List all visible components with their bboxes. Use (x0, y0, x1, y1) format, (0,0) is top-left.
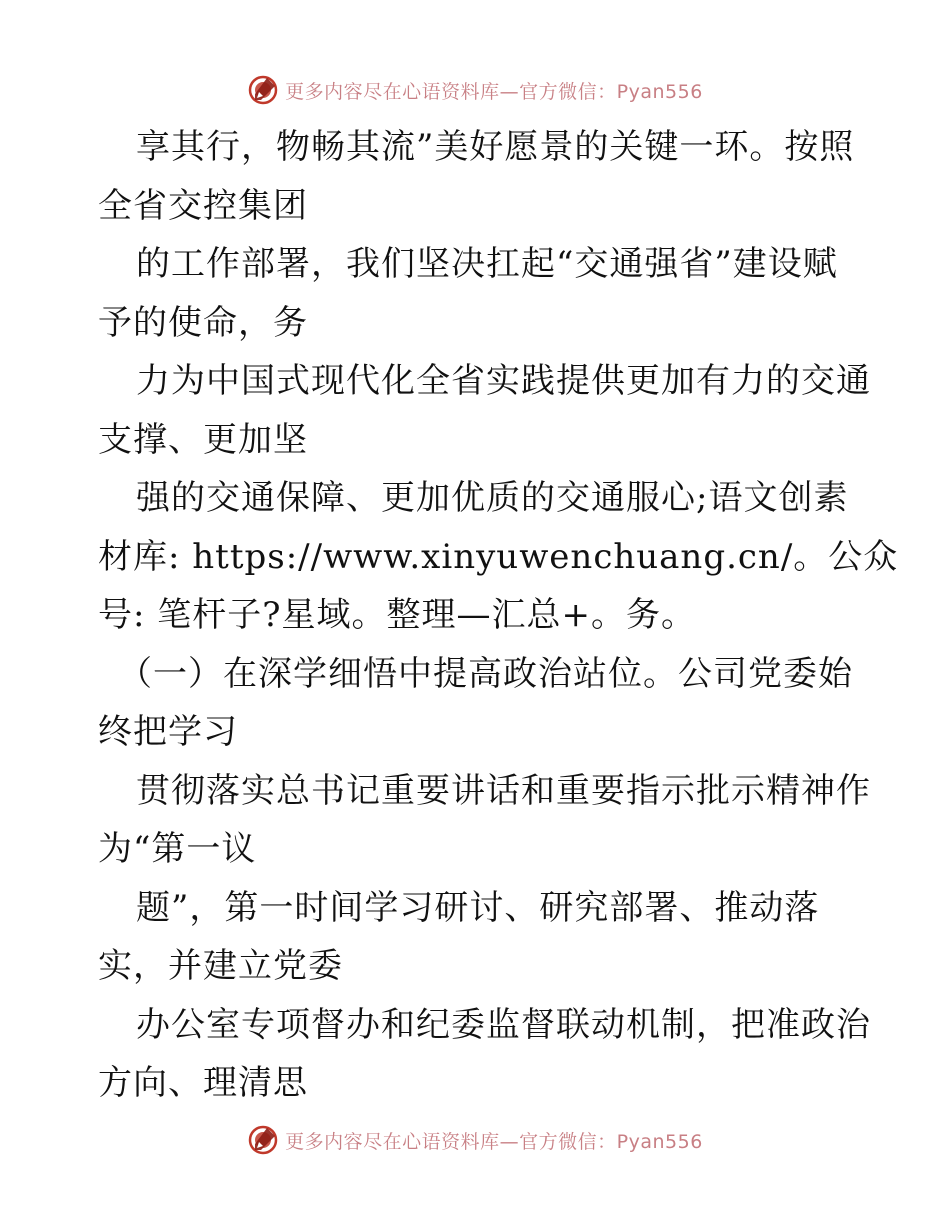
paragraph-line: 享其行，物畅其流”美好愿景的关键一环。按照 (136, 127, 855, 167)
paragraph-line: 的工作部署，我们坚决扛起“交通强省”建设赋 (136, 244, 838, 284)
footer-watermark-banner (0, 1120, 950, 1160)
document-body (98, 118, 899, 1113)
paragraph-line: 号: 笔杆子?星域。整理—汇总+。务。 (98, 595, 696, 635)
paragraph-line: 办公室专项督办和纪委监督联动机制，把准政治 (136, 1004, 871, 1045)
paragraph-line: 力为中国式现代化全省实践提供更加有力的交通 (136, 361, 871, 401)
watermark-text: 更多内容尽在心语资料库—官方微信：Pyan556 (285, 80, 703, 103)
paragraph-line: 方向、理清思 (98, 1063, 308, 1103)
paragraph-line: 为“第一议 (98, 829, 257, 869)
paragraph-line: 题”，第一时间学习研讨、研究部署、推动落 (136, 887, 820, 928)
pen-seal-logo-icon (247, 1124, 279, 1156)
watermark-text: 更多内容尽在心语资料库—官方微信：Pyan556 (285, 1130, 703, 1153)
paragraph-line: 全省交控集团 (98, 185, 308, 226)
paragraph-line: 贯彻落实总书记重要讲话和重要指示批示精神作 (136, 770, 871, 811)
paragraph-line: 强的交通保障、更加优质的交通服心;语文创素 (136, 478, 849, 518)
paragraph-line: 终把学习 (98, 712, 238, 752)
paragraph-line: 实，并建立党委 (98, 946, 343, 986)
paragraph-line: 材库: https://www.xinyuwenchuang.cn/。公众 (98, 536, 899, 577)
pen-seal-logo-icon (247, 74, 279, 106)
paragraph-line: 予的使命，务 (98, 302, 308, 343)
header-watermark-banner (0, 70, 950, 110)
paragraph-line: 支撑、更加坚 (98, 419, 308, 460)
section-heading-line: （一）在深学细悟中提高政治站位。公司党委始 (118, 653, 853, 694)
